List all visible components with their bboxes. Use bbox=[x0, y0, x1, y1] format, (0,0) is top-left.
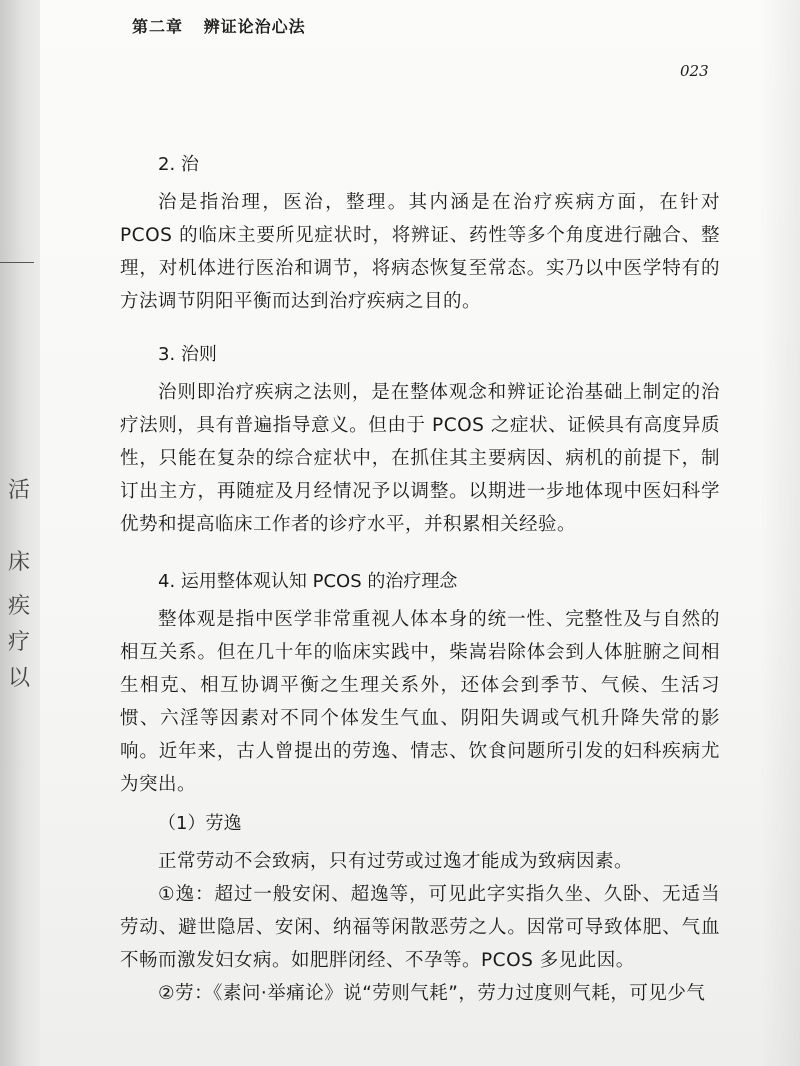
subsection-heading: （1）劳逸 bbox=[158, 813, 242, 834]
page-body bbox=[120, 150, 720, 1010]
chapter-number: 第二章 bbox=[132, 17, 184, 36]
book-page bbox=[40, 0, 800, 1066]
adjacent-page-char: 床 bbox=[8, 550, 31, 575]
paragraph: 治则即治疗疾病之法则，是在整体观念和辨证论治基础上制定的治疗法则，具有普遍指导意义。但由于 PCOS 之症状、证候具有高度异质性，只能在复杂的综合症状中，在抓住其主要病因、病机的前提下，制订出主方，再随症及月经情况予以调整。以期进一步地体现中医妇科学优势和提高临床工作者的诊疗水平，并积累相关经验。 bbox=[120, 382, 720, 535]
adjacent-page-char: 疗 bbox=[8, 630, 31, 655]
adjacent-page-edge bbox=[0, 0, 40, 1066]
section-heading: 2. 治 bbox=[158, 154, 199, 175]
section-heading: 3. 治则 bbox=[158, 344, 217, 365]
paragraph: 正常劳动不会致病，只有过劳或过逸才能成为致病因素。 bbox=[158, 851, 634, 872]
paragraph: ①逸：超过一般安闲、超逸等，可见此字实指久坐、久卧、无适当劳动、避世隐居、安闲、纳福等闲散恶劳之人。因常可导致体肥、气血不畅而激发妇女病。如肥胖闭经、不孕等。PCOS 多见此因。 bbox=[120, 884, 720, 971]
running-head bbox=[132, 14, 320, 37]
paragraph: 整体观是指中医学非常重视人体本身的统一性、完整性及与自然的相互关系。但在几十年的临床实践中，柴嵩岩除体会到人体脏腑之间相生相克、相互协调平衡之生理关系外，还体会到季节、气候、生活习惯、六淫等因素对不同个体发生气血、阴阳失调或气机升降失常的影响。近年来，古人曾提出的劳逸、情志、饮食问题所引发的妇科疾病尤为突出。 bbox=[120, 609, 720, 795]
chapter-title: 辨证论治心法 bbox=[203, 17, 306, 36]
paragraph: 治是指治理，医治，整理。其内涵是在治疗疾病方面，在针对 PCOS 的临床主要所见症状时，将辨证、药性等多个角度进行融合、整理，对机体进行医治和调节，将病态恢复至常态。实乃以中医学特有的方法调节阴阳平衡而达到治疗疾病之目的。 bbox=[120, 192, 720, 312]
adjacent-page-char: 疾 bbox=[8, 594, 31, 619]
page-number: 023 bbox=[680, 62, 709, 80]
adjacent-page-rule bbox=[0, 262, 34, 263]
paragraph: ②劳：《素问·举痛论》说“劳则气耗”，劳力过度则气耗，可见少气 bbox=[158, 983, 706, 1004]
section-heading: 4. 运用整体观认知 PCOS 的治疗理念 bbox=[158, 571, 458, 592]
adjacent-page-char: 以 bbox=[8, 666, 31, 691]
page-gutter-shadow bbox=[760, 0, 800, 1066]
adjacent-page-char: 活 bbox=[8, 478, 31, 503]
